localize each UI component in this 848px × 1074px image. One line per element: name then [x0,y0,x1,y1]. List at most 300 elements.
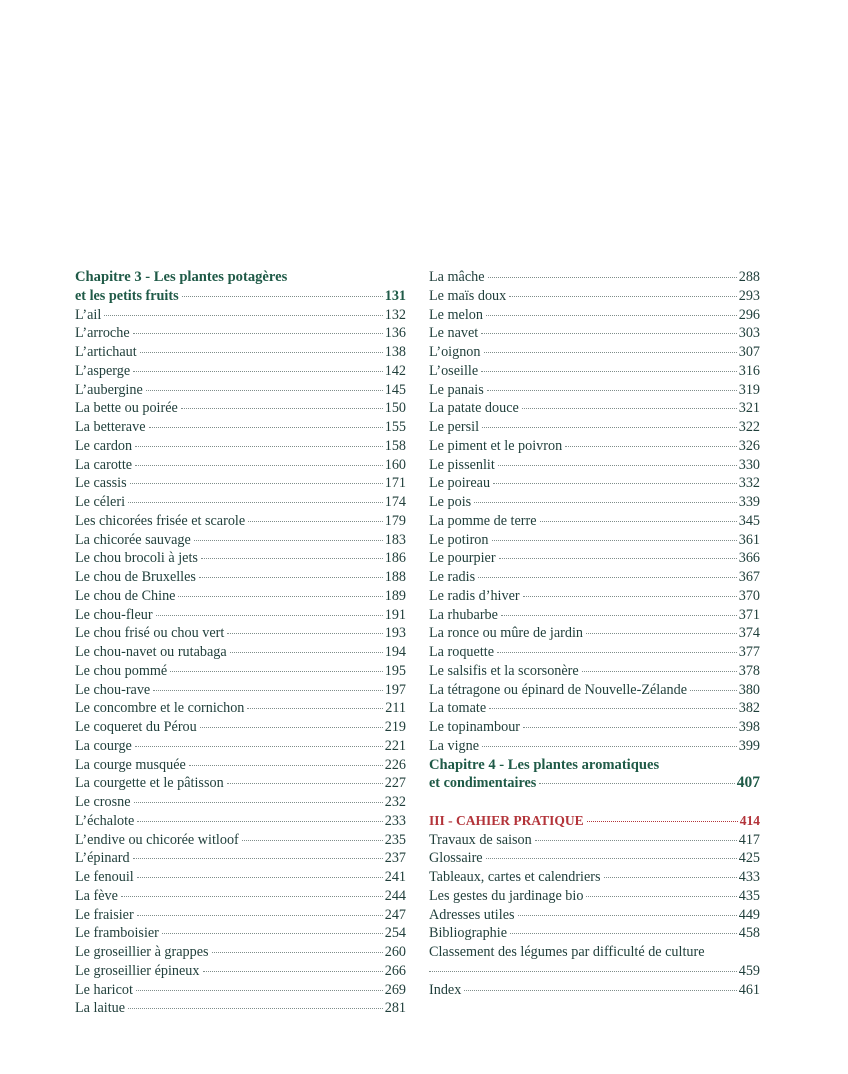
index-page: 461 [738,981,760,998]
toc-entry[interactable] [429,531,760,550]
toc-entry[interactable] [75,587,406,606]
dot-leader [582,671,737,672]
toc-entry-page: 378 [738,662,760,679]
chapter-4-page: 407 [736,774,760,792]
dot-leader [587,821,738,822]
dot-leader [498,465,737,466]
toc-entry[interactable] [75,456,406,475]
toc-entry-page: 380 [738,681,760,698]
toc-entry-label: Le potiron [429,531,489,548]
toc-entry[interactable] [429,437,760,456]
toc-entry-page: 260 [384,944,406,960]
toc-entry-label: Les gestes du jardinage bio [429,887,584,904]
toc-entry-page: 244 [384,887,406,904]
toc-entry-label: La courge musquée [75,756,186,773]
toc-entry-page: 145 [384,381,406,398]
toc-entry[interactable] [75,399,406,418]
toc-entry[interactable] [75,418,406,437]
toc-entry[interactable] [75,868,406,887]
toc-entry-label: Le melon [429,306,483,323]
dot-leader [189,765,383,766]
toc-entry[interactable] [429,493,760,512]
toc-entry-page: 183 [384,531,406,548]
toc-entry-label: Bibliographie [429,925,508,942]
toc-entry-page: 458 [738,925,760,942]
toc-entry-label: La carotte [75,456,133,473]
dot-leader [203,971,383,972]
toc-entry-page: 136 [384,325,406,342]
toc-entry-page: 155 [384,419,406,435]
toc-entry[interactable] [429,737,760,756]
dot-leader [178,596,382,597]
toc-entry[interactable] [429,924,760,943]
toc-entry-label: L’échalote [75,812,135,829]
toc-entry-label: Le chou de Chine [75,587,176,604]
toc-entry[interactable] [429,906,760,925]
dot-leader [104,315,382,316]
toc-entry[interactable] [75,756,406,775]
dot-leader [510,933,737,934]
toc-entry-page: 171 [384,475,406,492]
index-entry[interactable] [429,981,760,1000]
dot-leader [128,502,383,503]
toc-entry-page: 138 [384,344,406,360]
toc-entry-page: 174 [384,494,406,510]
toc-entry-label: L’endive ou chicorée witloof [75,831,239,848]
dot-leader [133,858,383,859]
toc-entry-label: L’épinard [75,850,130,867]
toc-entry[interactable] [75,718,406,737]
toc-entry-label: Le piment et le poivron [429,437,563,454]
toc-entry[interactable] [429,568,760,587]
toc-entry[interactable] [75,737,406,756]
toc-entry-label: Le topinambour [429,719,521,735]
toc-entry-page: 247 [384,906,406,923]
dot-leader [493,483,737,484]
dot-leader [499,558,737,559]
classement-entry[interactable] [429,962,760,981]
toc-entry[interactable] [75,549,406,568]
chapter-4-entry[interactable] [429,774,760,793]
part-3-title: III - CAHIER PRATIQUE [429,812,584,828]
toc-entry-label: Le poireau [429,475,491,492]
toc-entry[interactable] [75,606,406,625]
dot-leader [137,877,383,878]
toc-entry[interactable] [429,718,760,737]
toc-entry[interactable] [429,381,760,400]
toc-entry[interactable] [429,549,760,568]
toc-entry-page: 233 [384,812,406,829]
chapter-3-title: Chapitre 3 - Les plantes potagères [75,269,288,285]
dot-leader [136,990,383,991]
dot-leader [565,446,737,447]
toc-entry[interactable] [429,831,760,850]
toc-entry[interactable] [429,399,760,418]
toc-entry-label: Le haricot [75,981,133,998]
toc-entry[interactable] [429,418,760,437]
section-gap [429,793,760,812]
toc-entry[interactable] [75,924,406,943]
dot-leader [181,408,383,409]
dot-leader [604,877,737,878]
toc-entry[interactable] [75,474,406,493]
toc-entry-page: 377 [738,644,760,660]
toc-entry-label: La vigne [429,737,480,754]
toc-entry-label: L’asperge [75,362,131,379]
toc-entry[interactable] [429,681,760,700]
dot-leader [134,802,383,803]
dot-leader [135,746,383,747]
toc-entry-label: Le coqueret du Pérou [75,719,197,735]
dot-leader [133,371,383,372]
dot-leader [200,727,383,728]
toc-entry-page: 219 [384,719,406,735]
toc-entry[interactable] [75,662,406,681]
dot-leader [194,540,383,541]
toc-entry-label: Travaux de saison [429,831,532,848]
dot-leader [488,277,737,278]
toc-entry-page: 150 [384,400,406,417]
toc-entry-label: Adresses utiles [429,906,515,923]
toc-entry[interactable] [429,849,760,868]
toc-entry-label: Le maïs doux [429,287,507,304]
toc-entry-label: Le cardon [75,437,133,454]
toc-entry[interactable] [429,662,760,681]
toc-entry-page: 235 [384,831,406,848]
toc-entry-label: La rhubarbe [429,606,498,623]
toc-entry[interactable] [75,699,406,718]
toc-entry-label: Le fenouil [75,869,134,885]
dot-leader [227,783,383,784]
dot-leader [170,671,383,672]
dot-leader [539,783,734,784]
toc-entry-label: La courgette et le pâtisson [75,775,224,792]
toc-entry[interactable] [75,324,406,343]
toc-entry[interactable] [75,493,406,512]
toc-entry-label: La fève [75,887,118,904]
dot-leader [484,352,737,353]
toc-entry-page: 303 [738,325,760,342]
toc-entry-label: Le céleri [75,494,126,510]
toc-entry[interactable] [429,643,760,662]
toc-entry[interactable] [75,849,406,868]
left-entry-list [75,306,406,1019]
toc-entry-label: L’oseille [429,362,479,379]
toc-entry-label: Le chou brocoli à jets [75,550,198,567]
toc-entry[interactable] [75,793,406,812]
toc-entry-label: Les chicorées frisée et scarole [75,512,246,529]
toc-entry-page: 435 [738,887,760,904]
dot-leader [227,633,382,634]
dot-leader [137,915,383,916]
toc-entry-page: 398 [738,719,760,735]
toc-entry[interactable] [75,343,406,362]
toc-entry[interactable] [75,999,406,1018]
toc-left-column [75,268,406,1018]
dot-leader [149,427,383,428]
dot-leader [162,933,383,934]
toc-entry[interactable] [429,887,760,906]
dot-leader [501,615,737,616]
dot-leader [540,521,737,522]
toc-entry[interactable] [429,868,760,887]
toc-entry-label: L’ail [75,306,102,323]
dot-leader [523,727,737,728]
dot-leader [128,1008,383,1009]
practical-entry-list [429,831,760,944]
toc-entry-page: 374 [738,625,760,642]
toc-entry-page: 179 [384,512,406,529]
dot-leader [140,352,383,353]
toc-entry-label: La mâche [429,269,485,285]
dot-leader [182,296,383,297]
dot-leader [535,840,737,841]
toc-entry-page: 321 [738,400,760,417]
toc-entry-page: 367 [738,569,760,585]
dot-leader [135,446,383,447]
part-3-entry[interactable] [429,812,760,831]
toc-entry[interactable] [75,381,406,400]
toc-entry-page: 399 [738,737,760,754]
toc-entry[interactable] [429,362,760,381]
classement-page: 459 [738,962,760,979]
toc-entry-label: Le pourpier [429,550,496,567]
dot-leader [586,633,737,634]
toc-right-column [429,268,760,999]
toc-entry-page: 307 [738,344,760,360]
dot-leader [482,746,737,747]
toc-entry[interactable] [75,943,406,962]
dot-leader [133,333,383,334]
toc-entry-label: Le pissenlit [429,456,495,473]
dot-leader [137,821,382,822]
toc-entry-page: 142 [384,362,406,379]
toc-entry[interactable] [75,981,406,1000]
toc-entry[interactable] [75,774,406,793]
dot-leader [201,558,383,559]
dot-leader [486,315,737,316]
toc-entry-page: 332 [738,475,760,492]
toc-entry[interactable] [75,812,406,831]
dot-leader [247,708,383,709]
toc-entry-page: 339 [738,494,760,510]
dot-leader [429,971,737,972]
toc-entry-page: 191 [384,606,406,623]
toc-entry-page: 211 [385,700,406,717]
chapter-3-page: 131 [384,287,406,304]
index-label: Index [429,981,462,998]
toc-entry-label: Le chou-fleur [75,606,153,623]
toc-entry-page: 330 [738,456,760,473]
toc-entry[interactable] [75,887,406,906]
part-3-page: 414 [739,812,760,828]
toc-entry-page: 345 [738,512,760,529]
right-entry-list [429,268,760,756]
toc-entry-label: La tétragone ou épinard de Nouvelle-Zélande [429,681,688,698]
toc-entry-page: 293 [738,287,760,304]
toc-entry[interactable] [75,962,406,981]
toc-entry-label: Le chou pommé [75,662,168,679]
toc-entry[interactable] [75,512,406,531]
dot-leader [518,915,737,916]
toc-entry[interactable] [429,606,760,625]
chapter-3-subtitle: et les petits fruits [75,287,179,304]
toc-entry[interactable] [429,306,760,325]
toc-entry-label: La courge [75,737,132,754]
chapter-4-subtitle: et condimentaires [429,775,537,792]
toc-entry-page: 193 [384,625,406,642]
toc-entry[interactable] [75,624,406,643]
toc-entry-page: 197 [384,681,406,698]
toc-entry-page: 241 [384,869,406,885]
dot-leader [489,708,737,709]
toc-entry-label: L’arroche [75,325,130,342]
dot-leader [522,408,737,409]
toc-entry-label: Le concombre et le cornichon [75,700,245,717]
toc-entry-label: Le persil [429,419,480,435]
toc-entry-page: 160 [384,456,406,473]
dot-leader [212,952,383,953]
toc-entry-label: Le radis [429,569,476,585]
toc-entry-label: La pomme de terre [429,512,537,529]
toc-entry-page: 188 [384,569,406,585]
toc-entry-label: Le chou de Bruxelles [75,569,196,585]
toc-entry[interactable] [75,437,406,456]
toc-entry-label: L’artichaut [75,344,137,360]
dot-leader [481,371,737,372]
toc-entry-label: Le framboisier [75,925,159,942]
toc-entry[interactable] [429,343,760,362]
toc-entry[interactable] [429,456,760,475]
toc-entry-page: 361 [738,531,760,548]
toc-entry-page: 288 [738,269,760,285]
toc-entry-page: 237 [384,850,406,867]
dot-leader [199,577,383,578]
toc-entry-label: Le navet [429,325,479,342]
toc-entry-page: 189 [384,587,406,604]
toc-entry[interactable] [75,362,406,381]
dot-leader [464,990,736,991]
dot-leader [474,502,737,503]
toc-entry-label: Le groseillier épineux [75,962,200,979]
toc-entry-page: 158 [384,437,406,454]
toc-entry[interactable] [75,906,406,925]
toc-entry-label: L’oignon [429,344,481,360]
classement-title: Classement des légumes par difficulté de culture [429,944,705,960]
dot-leader [486,858,737,859]
toc-entry-label: Le crosne [75,794,131,810]
toc-entry[interactable] [429,699,760,718]
toc-entry-page: 433 [738,869,760,885]
toc-entry[interactable] [75,531,406,550]
dot-leader [121,896,383,897]
dot-leader [690,690,737,691]
toc-entry-label: Le chou-rave [75,681,151,698]
toc-entry[interactable] [429,287,760,306]
toc-entry-page: 266 [384,962,406,979]
toc-entry-label: La ronce ou mûre de jardin [429,625,584,642]
dot-leader [492,540,737,541]
toc-entry[interactable] [429,474,760,493]
dot-leader [481,333,736,334]
toc-entry-page: 371 [738,606,760,623]
dot-leader [156,615,383,616]
toc-entry[interactable] [429,324,760,343]
chapter-3-entry[interactable] [75,287,406,306]
toc-entry-page: 132 [384,306,406,323]
toc-entry-page: 326 [738,437,760,454]
toc-entry[interactable] [75,831,406,850]
toc-entry[interactable] [429,268,760,287]
toc-entry-label: La bette ou poirée [75,400,178,417]
dot-leader [248,521,383,522]
toc-entry-page: 366 [738,550,760,567]
toc-entry[interactable] [429,587,760,606]
toc-entry-page: 254 [384,925,406,942]
toc-entry[interactable] [75,643,406,662]
toc-entry-label: Le chou-navet ou rutabaga [75,644,227,660]
toc-entry-label: Le chou frisé ou chou vert [75,625,225,642]
dot-leader [509,296,736,297]
toc-entry-label: Tableaux, cartes et calendriers [429,869,601,885]
toc-entry-label: La laitue [75,1000,126,1017]
toc-entry-page: 449 [738,906,760,923]
toc-entry-label: La chicorée sauvage [75,531,191,548]
toc-entry-page: 232 [384,794,406,810]
toc-entry-label: Le fraisier [75,906,134,923]
toc-entry[interactable] [75,568,406,587]
toc-entry-label: La betterave [75,419,146,435]
dot-leader [523,596,737,597]
toc-entry[interactable] [75,306,406,325]
toc-entry-label: L’aubergine [75,381,143,398]
toc-entry-label: Le panais [429,381,484,398]
toc-entry[interactable] [429,512,760,531]
dot-leader [482,427,737,428]
dot-leader [230,652,383,653]
toc-entry-label: Le cassis [75,475,127,492]
toc-entry-page: 186 [384,550,406,567]
toc-entry-page: 269 [384,981,406,998]
toc-entry-page: 319 [738,381,760,398]
toc-entry[interactable] [429,624,760,643]
toc-entry-page: 296 [738,306,760,323]
dot-leader [478,577,737,578]
toc-entry-page: 226 [384,756,406,773]
dot-leader [135,465,383,466]
toc-entry-page: 417 [738,831,760,848]
toc-entry[interactable] [75,681,406,700]
toc-entry-page: 281 [384,1000,406,1017]
toc-entry-page: 322 [738,419,760,435]
toc-entry-page: 221 [384,737,406,754]
dot-leader [130,483,383,484]
toc-entry-label: Le groseillier à grappes [75,944,209,960]
dot-leader [153,690,382,691]
toc-entry-page: 194 [384,644,406,660]
toc-entry-page: 370 [738,587,760,604]
toc-entry-label: La patate douce [429,400,519,417]
toc-entry-page: 316 [738,362,760,379]
dot-leader [497,652,737,653]
toc-entry-page: 382 [738,700,760,717]
toc-entry-page: 425 [738,850,760,867]
toc-entry-label: Le salsifis et la scorsonère [429,662,579,679]
dot-leader [586,896,736,897]
toc-entry-label: Le radis d’hiver [429,587,520,604]
toc-entry-label: La tomate [429,700,487,717]
dot-leader [487,390,737,391]
